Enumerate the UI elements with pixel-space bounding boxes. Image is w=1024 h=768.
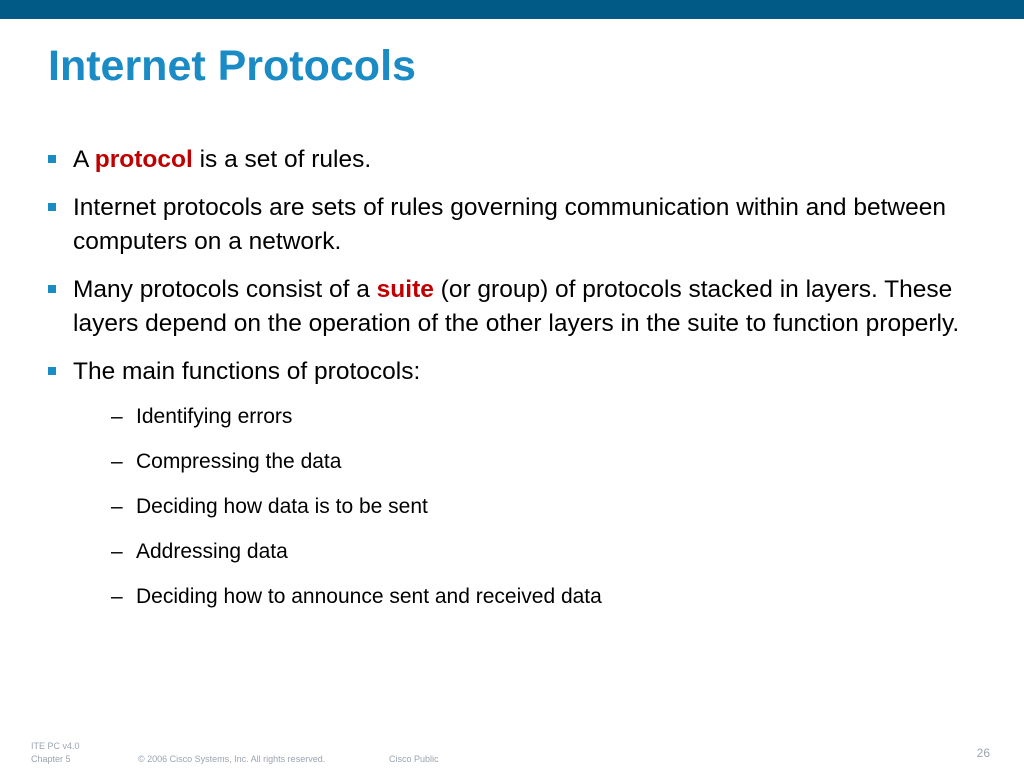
square-bullet-icon	[48, 155, 56, 163]
footer-course: ITE PC v4.0	[31, 741, 80, 751]
highlight-term: suite	[376, 276, 434, 303]
bullet-list	[48, 143, 988, 628]
highlight-term: protocol	[94, 146, 193, 173]
bullet-protocol-definition	[48, 143, 988, 177]
page-number: 26	[976, 746, 990, 760]
bullet-text-pre: A	[73, 146, 95, 173]
sublist-item	[73, 583, 988, 611]
square-bullet-icon	[48, 203, 56, 211]
sublist-item	[73, 403, 988, 431]
bullet-text: The main functions of protocols:	[73, 358, 421, 385]
dash-bullet-icon: –	[111, 450, 123, 473]
sublist-item	[73, 448, 988, 476]
bullet-internet-protocols	[48, 191, 988, 259]
bullet-text-pre: Many protocols consist of a	[73, 276, 377, 303]
dash-bullet-icon: –	[111, 585, 123, 608]
bullet-text-post: (or group) of protocols stacked in layers. These layers depend on the operation of the other layers in the suite to function properly.	[73, 276, 960, 337]
sublist-item-text: Identifying errors	[136, 405, 293, 428]
bullet-protocol-suite	[48, 273, 988, 341]
sublist-item-text: Compressing the data	[136, 450, 342, 473]
bullet-text: Internet protocols are sets of rules governing communication within and between computers on a network.	[73, 194, 946, 255]
sublist-item-text: Deciding how to announce sent and received data	[136, 585, 602, 608]
function-sublist	[73, 403, 988, 611]
bullet-text-post: is a set of rules.	[192, 146, 372, 173]
slide-title: Internet Protocols	[48, 42, 416, 90]
sublist-item	[73, 493, 988, 521]
footer-classification: Cisco Public	[389, 754, 439, 764]
dash-bullet-icon: –	[111, 495, 123, 518]
top-bar	[0, 0, 1024, 19]
footer-copyright: © 2006 Cisco Systems, Inc. All rights reserved.	[138, 754, 326, 764]
square-bullet-icon	[48, 285, 56, 293]
square-bullet-icon	[48, 367, 56, 375]
dash-bullet-icon: –	[111, 540, 123, 563]
dash-bullet-icon: –	[111, 405, 123, 428]
footer-chapter: Chapter 5	[31, 754, 71, 764]
bullet-main-functions	[48, 355, 988, 611]
sublist-item-text: Deciding how data is to be sent	[136, 495, 428, 518]
sublist-item	[73, 538, 988, 566]
sublist-item-text: Addressing data	[136, 540, 288, 563]
